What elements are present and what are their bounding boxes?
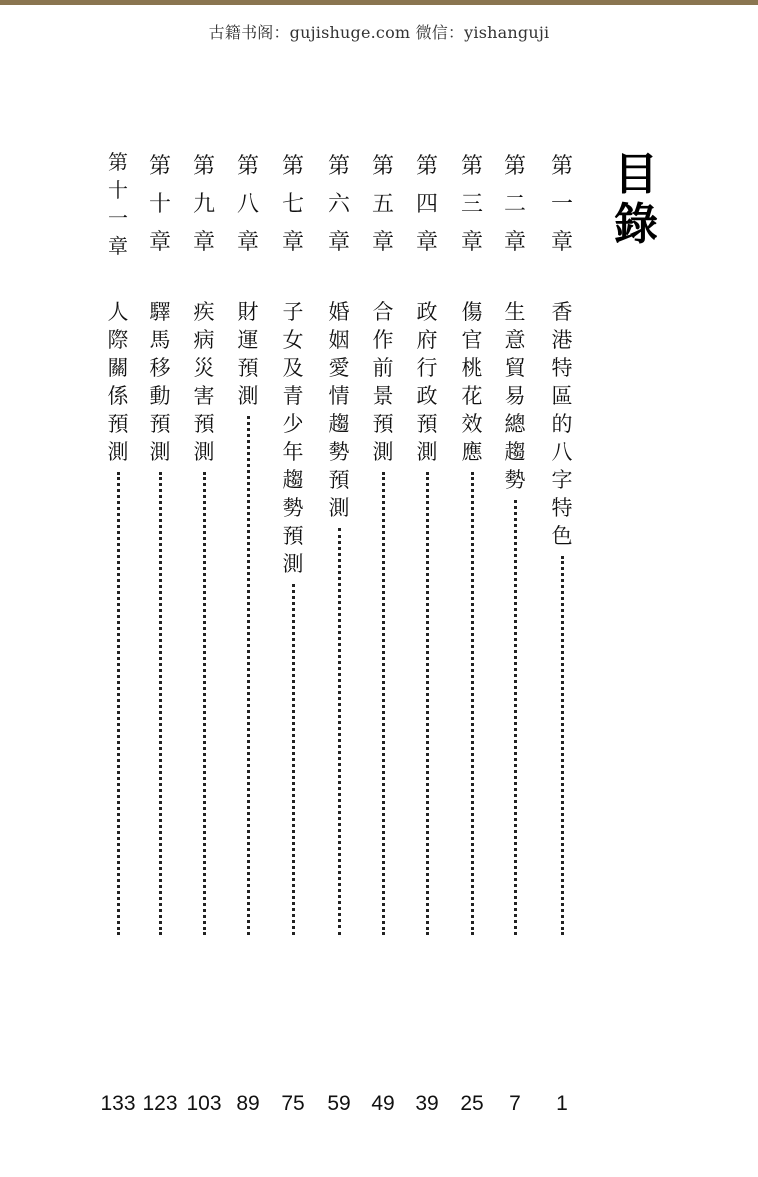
chapter-title: 驛 馬 移 動 預 測 — [149, 300, 171, 464]
dot-leader — [561, 556, 564, 935]
dot-leader — [292, 584, 295, 935]
chapter-title: 疾 病 災 害 預 測 — [193, 300, 215, 464]
dot-leader — [382, 472, 385, 935]
page-number: 49 — [371, 1092, 395, 1115]
chapter-label: 第 八 章 — [236, 154, 259, 255]
chapter-label: 第 九 章 — [192, 154, 215, 255]
chapter-title: 婚 姻 愛 情 趨 勢 預 測 — [328, 300, 350, 520]
chapter-title: 政 府 行 政 預 測 — [416, 300, 438, 464]
page-number: 133 — [100, 1092, 136, 1115]
chapter-title: 生 意 貿 易 總 趨 勢 — [504, 300, 526, 492]
chapter-title: 財 運 預 測 — [237, 300, 259, 408]
watermark-text: 古籍书阁：gujishuge.com 微信：yishanguji — [208, 23, 550, 42]
page-number: 39 — [415, 1092, 439, 1115]
chapter-label: 第 六 章 — [327, 154, 350, 255]
chapter-label: 第 四 章 — [415, 154, 438, 255]
chapter-label: 第 二 章 — [503, 154, 526, 255]
dot-leader — [159, 472, 162, 935]
page-number: 25 — [460, 1092, 484, 1115]
chapter-title: 香 港 特 區 的 八 字 特 色 — [551, 300, 573, 548]
page-number: 1 — [556, 1092, 568, 1115]
dot-leader — [514, 500, 517, 935]
chapter-title: 子 女 及 青 少 年 趨 勢 預 測 — [282, 300, 304, 576]
chapter-label: 第 一 章 — [550, 154, 573, 255]
dot-leader — [426, 472, 429, 935]
chapter-label: 第 七 章 — [281, 154, 304, 255]
page-number: 75 — [281, 1092, 305, 1115]
chapter-title: 人 際 關 係 預 測 — [107, 300, 129, 464]
dot-leader — [203, 472, 206, 935]
dot-leader — [338, 528, 341, 935]
top-border — [0, 0, 758, 5]
chapter-label: 第 十 一 章 — [108, 150, 128, 258]
chapter-label: 第 五 章 — [371, 154, 394, 255]
page-number: 7 — [509, 1092, 521, 1115]
chapter-label: 第 三 章 — [460, 154, 483, 255]
chapter-title: 傷 官 桃 花 效 應 — [461, 300, 483, 464]
page-number: 123 — [142, 1092, 178, 1115]
dot-leader — [471, 472, 474, 935]
dot-leader — [247, 416, 250, 935]
toc-title: 目 錄 — [614, 149, 658, 250]
dot-leader — [117, 472, 120, 935]
page-number: 89 — [236, 1092, 260, 1115]
page-number: 103 — [186, 1092, 222, 1115]
chapter-label: 第 十 章 — [148, 154, 171, 255]
chapter-title: 合 作 前 景 預 測 — [372, 300, 394, 464]
page-number: 59 — [327, 1092, 351, 1115]
